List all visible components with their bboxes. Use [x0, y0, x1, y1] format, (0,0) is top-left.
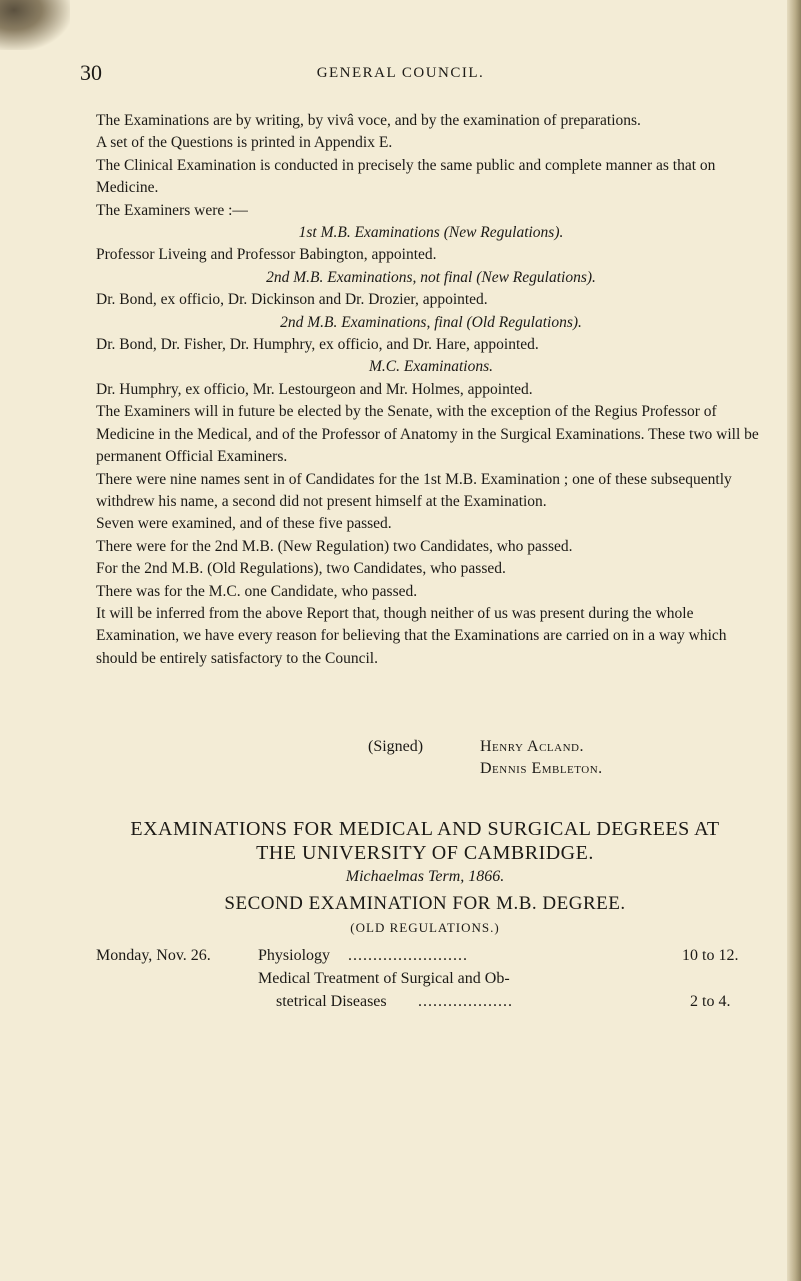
examiner-list: Dr. Humphry, ex officio, Mr. Lestourgeon and Mr. Holmes, appointed.: [96, 380, 533, 398]
paragraph: There was for the M.C. one Candidate, who passed.: [96, 582, 418, 600]
paragraph: The Examiners will in future be elected by the Senate, with the exception of the Regius Professor of Medicine in the Medical, and of the Professor of Anatomy in the Surgical Examinations. These two will be permanent Official Examiners.: [96, 403, 759, 466]
paragraph: For the 2nd M.B. (Old Regulations), two Candidates, who passed.: [96, 560, 506, 578]
regulations-note: (OLD REGULATIONS.): [350, 920, 500, 935]
signatory-name: Dennis Embleton.: [480, 760, 603, 777]
section-title: THE UNIVERSITY OF CAMBRIDGE.: [256, 842, 594, 864]
section-subtitle: SECOND EXAMINATION FOR M.B. DEGREE.: [224, 893, 626, 914]
page-number: 30: [80, 60, 102, 85]
section-title: EXAMINATIONS FOR MEDICAL AND SURGICAL DEGREES AT: [130, 818, 720, 840]
page-header: [0, 60, 801, 90]
exam-heading: 1st M.B. Examinations (New Regulations).: [298, 224, 564, 242]
term-label: Michaelmas Term, 1866.: [345, 868, 505, 885]
paragraph: A set of the Questions is printed in Appendix E.: [96, 134, 393, 152]
schedule-subject: Medical Treatment of Surgical and Ob-: [258, 970, 510, 987]
paragraph: The Examiners were :—: [96, 201, 248, 219]
paragraph: The Examinations are by writing, by vivâ voce, and by the examination of preparations.: [96, 112, 641, 129]
schedule-subject: stetrical Diseases: [276, 993, 387, 1010]
examiner-list: Dr. Bond, Dr. Fisher, Dr. Humphry, ex officio, and Dr. Hare, appointed.: [96, 336, 539, 354]
schedule-subject: Physiology: [258, 947, 331, 964]
paragraph: It will be inferred from the above Report that, though neither of us was present during the whole Examination, we have every reason for believing that the Examinations are carried on in a way which should be entirely satisfactory to the Council.: [96, 604, 727, 667]
paragraph: The Clinical Examination is conducted in precisely the same public and complete manner as that on Medicine.: [96, 156, 716, 197]
schedule-time: 2 to 4.: [690, 993, 731, 1010]
paragraph: There were nine names sent in of Candidates for the 1st M.B. Examination ; one of these subsequently withdrew his name, a second did not present himself at the Examination.: [96, 470, 732, 510]
signatory-name: Henry Acland.: [480, 738, 584, 755]
page-corner-stain: [0, 0, 70, 50]
exam-heading: 2nd M.B. Examinations, final (Old Regulations).: [280, 313, 582, 331]
report-body: [96, 110, 766, 670]
running-head: GENERAL COUNCIL.: [316, 65, 485, 81]
schedule-time: 10 to 12.: [682, 947, 739, 964]
exam-heading: 2nd M.B. Examinations, not final (New Regulations).: [266, 268, 596, 286]
page-edge: [787, 0, 801, 1281]
exam-heading: M.C. Examinations.: [369, 358, 493, 376]
examiner-list: Professor Liveing and Professor Babington, appointed.: [96, 246, 437, 264]
paragraph: There were for the 2nd M.B. (New Regulation) two Candidates, who passed.: [96, 537, 573, 555]
signed-label: (Signed): [368, 738, 424, 755]
leader-dots: ...................: [418, 993, 513, 1010]
paragraph: Seven were examined, and of these five passed.: [96, 515, 392, 533]
schedule-day: Monday, Nov. 26.: [96, 947, 211, 964]
leader-dots: ........................: [348, 947, 468, 964]
examiner-list: Dr. Bond, ex officio, Dr. Dickinson and Dr. Drozier, appointed.: [96, 291, 488, 309]
